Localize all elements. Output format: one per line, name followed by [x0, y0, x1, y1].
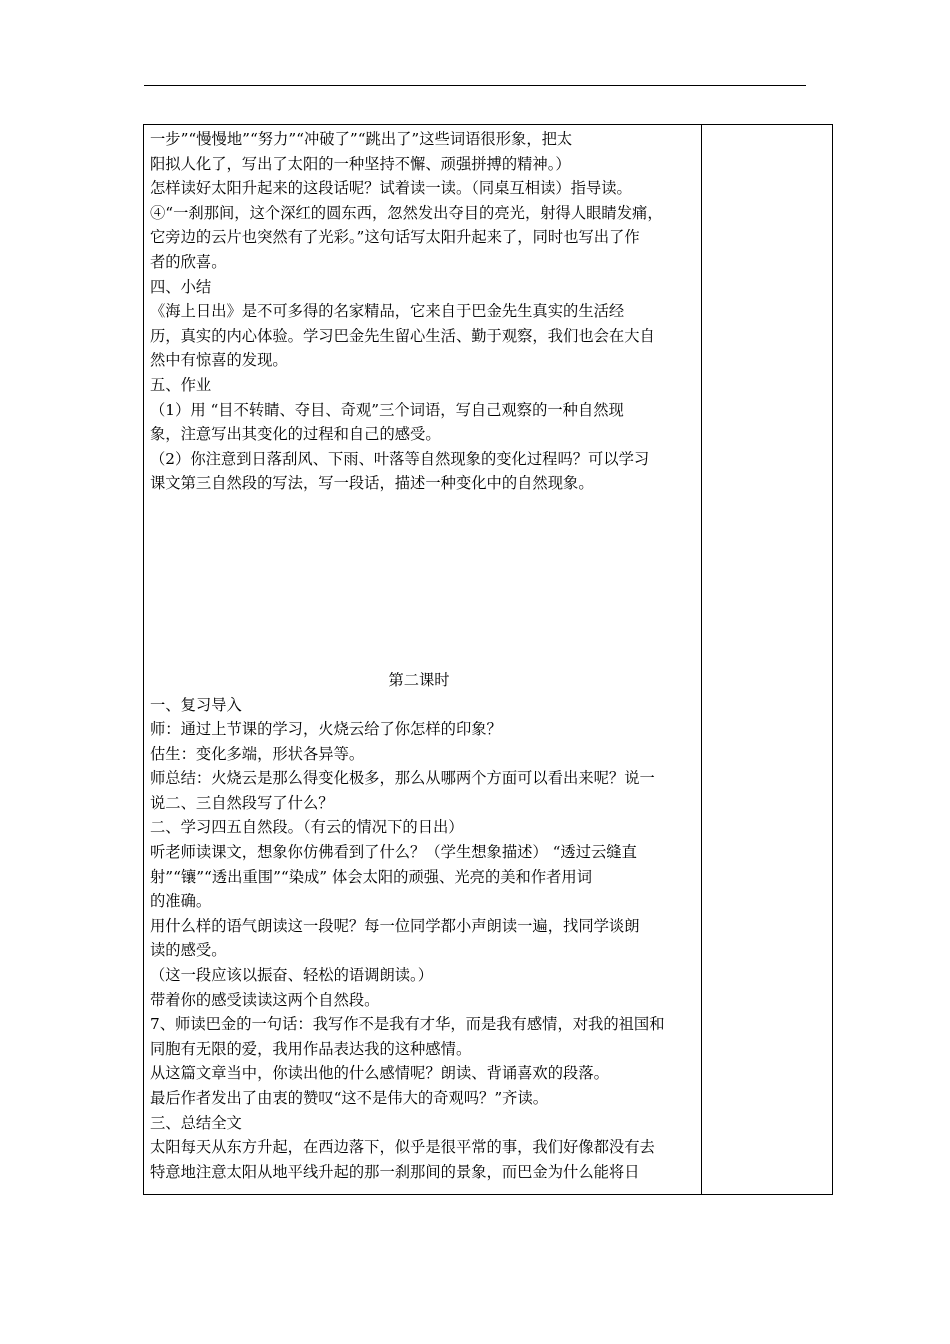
lesson-content — [150, 127, 696, 1184]
text-line: 读的感受。 — [150, 941, 227, 960]
section-heading: 二、学习四五自然段。（有云的情况下的日出） — [150, 818, 464, 837]
text-line: （这一段应该以振奋、轻松的语调朗读。） — [150, 966, 433, 985]
text-line: 象，注意写出其变化的过程和自己的感受。 — [150, 425, 441, 444]
text-line: 《海上日出》是不可多得的名家精品，它来自于巴金先生真实的生活经 — [150, 302, 625, 321]
text-line: 它旁边的云片也突然有了光彩。”这句话写太阳升起来了，同时也写出了作 — [150, 228, 640, 247]
text-line: 同胞有无限的爱，我用作品表达我的这种感情。 — [150, 1039, 472, 1058]
blank-space — [150, 496, 696, 668]
text-line: 然中有惊喜的发现。 — [150, 351, 288, 370]
text-line: 太阳每天从东方升起，在西边落下，似乎是很平常的事，我们好像都没有去 — [150, 1138, 655, 1157]
text-line: 一步”“慢慢地”“努力”“冲破了”“跳出了”这些词语很形象，把太 — [150, 130, 573, 148]
header-rule — [144, 85, 806, 86]
text-line: 师总结：火烧云是那么得变化极多，那么从哪两个方面可以看出来呢？说一 — [150, 769, 655, 788]
text-line: 射”“镶”“透出重围”“染成” 体会太阳的顽强、光亮的美和作者用词 — [150, 867, 593, 886]
text-line: （1）用 “目不转睛、夺目、奇观”三个词语，写自己观察的一种自然现 — [150, 400, 624, 419]
text-line: 估生：变化多端，形状各异等。 — [150, 744, 365, 763]
text-line: 课文第三自然段的写法，写一段话，描述一种变化中的自然现象。 — [150, 474, 594, 493]
text-line: 师：通过上节课的学习，火烧云给了你怎样的印象？ — [150, 720, 502, 739]
text-line: 说二、三自然段写了什么？ — [150, 793, 334, 812]
text-line: 最后作者发出了由衷的赞叹“这不是伟大的奇观吗？”齐读。 — [150, 1089, 549, 1107]
text-line: 的准确。 — [150, 892, 212, 911]
column-divider — [701, 125, 702, 1194]
text-line: 历，真实的内心体验。学习巴金先生留心生活、勤于观察，我们也会在大自 — [150, 326, 655, 345]
text-line: 7、师读巴金的一句话：我写作不是我有才华，而是我有感情，对我的祖国和 — [150, 1015, 665, 1034]
text-line: 从这篇文章当中，你读出他的什么感情呢？朗读、背诵喜欢的段落。 — [150, 1064, 609, 1083]
section-heading: 五、作业 — [150, 375, 212, 394]
text-line: 者的欣喜。 — [150, 252, 227, 271]
text-line: 听老师读课文，想象你仿佛看到了什么？（学生想象描述） “透过云缝直 — [150, 843, 637, 862]
text-line: 用什么样的语气朗读这一段呢？每一位同学都小声朗读一遍，找同学谈朗 — [150, 916, 640, 935]
section-heading: 四、小结 — [150, 277, 212, 296]
section-title: 第二课时 — [388, 670, 450, 689]
section-heading: 一、复习导入 — [150, 695, 242, 714]
text-line: 怎样读好太阳升起来的这段话呢？试着读一读。（同桌互相读）指导读。 — [150, 179, 632, 198]
text-line: （2）你注意到日落刮风、下雨、叶落等自然现象的变化过程吗？可以学习 — [150, 449, 650, 468]
text-line: ④“一刹那间，这个深红的圆东西，忽然发出夺目的亮光，射得人眼睛发痛， — [150, 203, 663, 222]
text-line: 阳拟人化了，写出了太阳的一种坚持不懈、顽强拼搏的精神。） — [150, 154, 571, 173]
section-heading: 三、总结全文 — [150, 1113, 242, 1132]
text-line: 特意地注意太阳从地平线升起的那一刹那间的景象，而巴金为什么能将日 — [150, 1162, 640, 1181]
text-line: 带着你的感受读读这两个自然段。 — [150, 990, 380, 1009]
lesson-table — [143, 124, 833, 1195]
